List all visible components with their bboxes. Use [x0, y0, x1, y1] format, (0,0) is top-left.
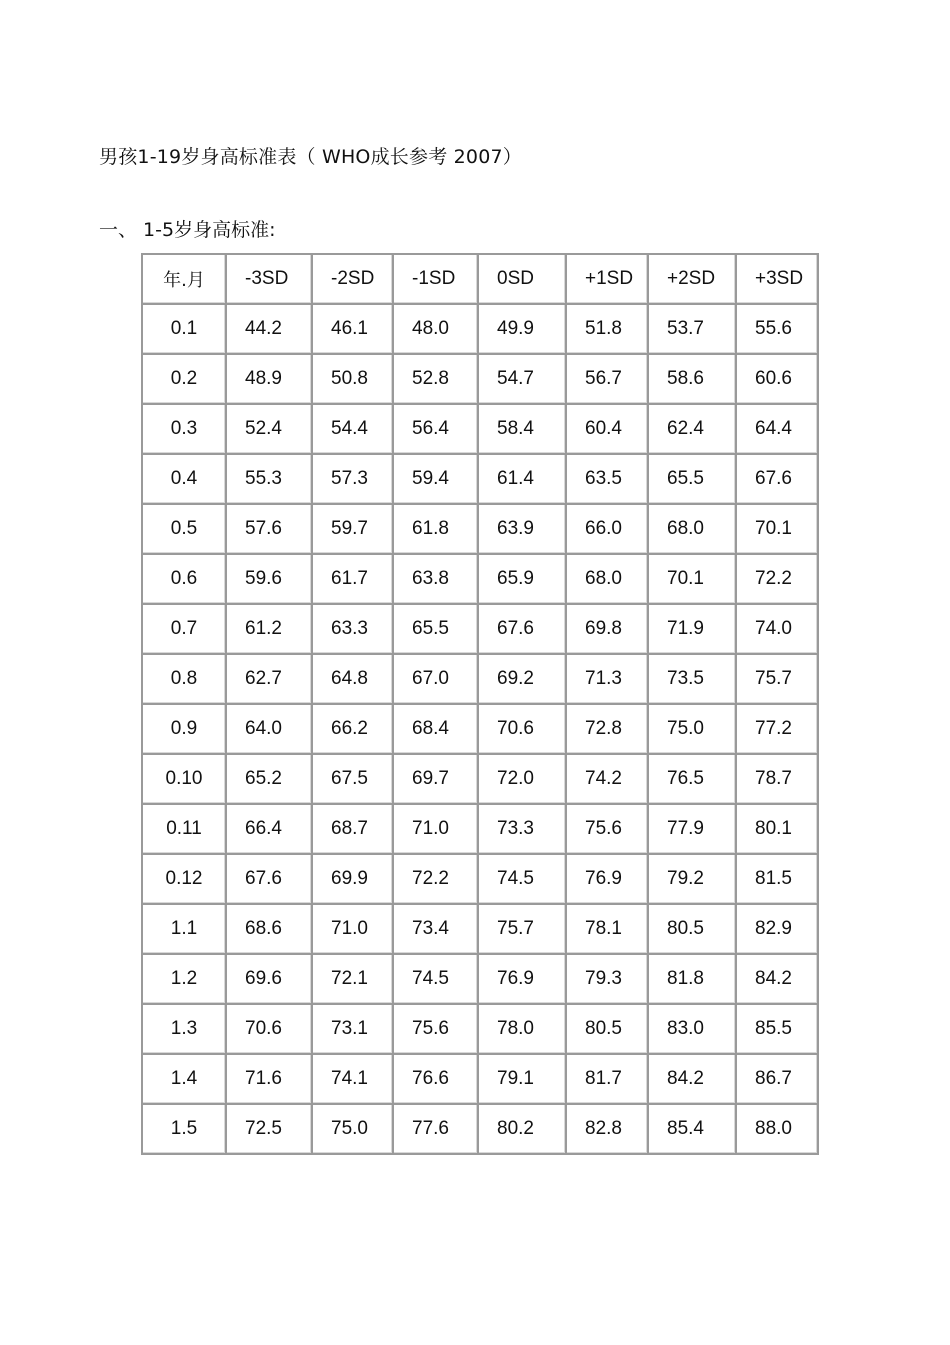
cell-minus2sd: 63.3: [312, 604, 393, 654]
cell-minus1sd: 61.8: [393, 504, 478, 554]
cell-plus3sd: 67.6: [736, 454, 818, 504]
cell-minus2sd: 61.7: [312, 554, 393, 604]
cell-zero-sd: 70.6: [478, 704, 566, 754]
cell-plus1sd: 51.8: [566, 304, 648, 354]
cell-minus1sd: 76.6: [393, 1054, 478, 1104]
table-row: [142, 854, 818, 904]
table-row: [142, 1104, 818, 1154]
cell-minus2sd: 54.4: [312, 404, 393, 454]
cell-minus1sd: 75.6: [393, 1004, 478, 1054]
table-row: [142, 404, 818, 454]
cell-zero-sd: 73.3: [478, 804, 566, 854]
cell-minus3sd: 67.6: [226, 854, 312, 904]
cell-minus2sd: 74.1: [312, 1054, 393, 1104]
cell-minus3sd: 68.6: [226, 904, 312, 954]
table-row: [142, 1054, 818, 1104]
height-standard-table: [141, 253, 819, 1155]
cell-plus3sd: 81.5: [736, 854, 818, 904]
cell-plus3sd: 70.1: [736, 504, 818, 554]
cell-plus1sd: 80.5: [566, 1004, 648, 1054]
cell-minus2sd: 75.0: [312, 1104, 393, 1154]
cell-zero-sd: 76.9: [478, 954, 566, 1004]
cell-plus2sd: 83.0: [648, 1004, 736, 1054]
table-row: [142, 554, 818, 604]
cell-minus2sd: 68.7: [312, 804, 393, 854]
cell-minus3sd: 44.2: [226, 304, 312, 354]
cell-plus1sd: 72.8: [566, 704, 648, 754]
cell-zero-sd: 75.7: [478, 904, 566, 954]
cell-plus3sd: 86.7: [736, 1054, 818, 1104]
cell-minus3sd: 55.3: [226, 454, 312, 504]
cell-zero-sd: 58.4: [478, 404, 566, 454]
cell-zero-sd: 78.0: [478, 1004, 566, 1054]
cell-age: 0.12: [142, 854, 226, 904]
cell-plus1sd: 66.0: [566, 504, 648, 554]
cell-age: 0.10: [142, 754, 226, 804]
cell-plus1sd: 71.3: [566, 654, 648, 704]
document-title: 男孩1-19岁身高标准表（ WHO成长参考 2007）: [99, 146, 522, 168]
cell-zero-sd: 61.4: [478, 454, 566, 504]
cell-age: 0.11: [142, 804, 226, 854]
cell-minus1sd: 77.6: [393, 1104, 478, 1154]
cell-minus2sd: 64.8: [312, 654, 393, 704]
header-cell-plus1sd: +1SD: [566, 254, 648, 304]
cell-zero-sd: 65.9: [478, 554, 566, 604]
cell-minus3sd: 62.7: [226, 654, 312, 704]
cell-minus2sd: 73.1: [312, 1004, 393, 1054]
table-row: [142, 304, 818, 354]
table-row: [142, 604, 818, 654]
cell-plus3sd: 75.7: [736, 654, 818, 704]
cell-minus1sd: 68.4: [393, 704, 478, 754]
cell-age: 0.7: [142, 604, 226, 654]
cell-minus2sd: 46.1: [312, 304, 393, 354]
table-body: [142, 254, 818, 1154]
cell-minus1sd: 59.4: [393, 454, 478, 504]
cell-minus1sd: 74.5: [393, 954, 478, 1004]
header-cell-minus2sd: -2SD: [312, 254, 393, 304]
cell-minus3sd: 71.6: [226, 1054, 312, 1104]
cell-plus3sd: 85.5: [736, 1004, 818, 1054]
table-row: [142, 804, 818, 854]
cell-minus1sd: 48.0: [393, 304, 478, 354]
cell-plus1sd: 79.3: [566, 954, 648, 1004]
cell-plus3sd: 84.2: [736, 954, 818, 1004]
cell-plus3sd: 64.4: [736, 404, 818, 454]
cell-minus3sd: 65.2: [226, 754, 312, 804]
cell-minus2sd: 69.9: [312, 854, 393, 904]
cell-zero-sd: 69.2: [478, 654, 566, 704]
cell-minus1sd: 67.0: [393, 654, 478, 704]
cell-minus1sd: 72.2: [393, 854, 478, 904]
cell-plus2sd: 73.5: [648, 654, 736, 704]
cell-plus2sd: 81.8: [648, 954, 736, 1004]
cell-plus2sd: 53.7: [648, 304, 736, 354]
cell-plus1sd: 76.9: [566, 854, 648, 904]
cell-plus2sd: 75.0: [648, 704, 736, 754]
cell-zero-sd: 67.6: [478, 604, 566, 654]
header-row: [142, 254, 818, 304]
cell-age: 0.1: [142, 304, 226, 354]
cell-plus3sd: 74.0: [736, 604, 818, 654]
header-cell-zero-sd: 0SD: [478, 254, 566, 304]
table-row: [142, 704, 818, 754]
cell-minus2sd: 50.8: [312, 354, 393, 404]
table-row: [142, 654, 818, 704]
cell-plus2sd: 71.9: [648, 604, 736, 654]
cell-plus2sd: 84.2: [648, 1054, 736, 1104]
header-cell-minus1sd: -1SD: [393, 254, 478, 304]
header-cell-minus3sd: -3SD: [226, 254, 312, 304]
cell-minus3sd: 57.6: [226, 504, 312, 554]
cell-minus3sd: 61.2: [226, 604, 312, 654]
cell-zero-sd: 49.9: [478, 304, 566, 354]
cell-age: 0.5: [142, 504, 226, 554]
cell-minus3sd: 64.0: [226, 704, 312, 754]
cell-zero-sd: 80.2: [478, 1104, 566, 1154]
cell-minus1sd: 63.8: [393, 554, 478, 604]
cell-plus1sd: 78.1: [566, 904, 648, 954]
cell-plus1sd: 69.8: [566, 604, 648, 654]
cell-plus2sd: 65.5: [648, 454, 736, 504]
cell-age: 1.2: [142, 954, 226, 1004]
header-cell-plus3sd: +3SD: [736, 254, 818, 304]
cell-minus1sd: 69.7: [393, 754, 478, 804]
cell-plus2sd: 70.1: [648, 554, 736, 604]
cell-minus3sd: 66.4: [226, 804, 312, 854]
cell-age: 1.3: [142, 1004, 226, 1054]
cell-age: 0.2: [142, 354, 226, 404]
table-row: [142, 954, 818, 1004]
cell-plus1sd: 56.7: [566, 354, 648, 404]
cell-zero-sd: 72.0: [478, 754, 566, 804]
cell-age: 1.1: [142, 904, 226, 954]
cell-minus2sd: 66.2: [312, 704, 393, 754]
table-row: [142, 904, 818, 954]
cell-minus1sd: 56.4: [393, 404, 478, 454]
cell-zero-sd: 79.1: [478, 1054, 566, 1104]
cell-plus2sd: 80.5: [648, 904, 736, 954]
cell-plus3sd: 72.2: [736, 554, 818, 604]
cell-minus2sd: 57.3: [312, 454, 393, 504]
cell-minus2sd: 72.1: [312, 954, 393, 1004]
cell-age: 0.8: [142, 654, 226, 704]
cell-plus3sd: 78.7: [736, 754, 818, 804]
cell-plus2sd: 68.0: [648, 504, 736, 554]
cell-plus2sd: 62.4: [648, 404, 736, 454]
cell-plus3sd: 82.9: [736, 904, 818, 954]
cell-plus2sd: 79.2: [648, 854, 736, 904]
cell-plus3sd: 60.6: [736, 354, 818, 404]
cell-minus2sd: 71.0: [312, 904, 393, 954]
header-cell-plus2sd: +2SD: [648, 254, 736, 304]
header-cell-age: 年.月: [142, 254, 226, 304]
table-row: [142, 354, 818, 404]
cell-zero-sd: 54.7: [478, 354, 566, 404]
table-row: [142, 454, 818, 504]
cell-plus1sd: 75.6: [566, 804, 648, 854]
cell-plus1sd: 68.0: [566, 554, 648, 604]
cell-age: 0.3: [142, 404, 226, 454]
cell-plus3sd: 88.0: [736, 1104, 818, 1154]
cell-minus3sd: 70.6: [226, 1004, 312, 1054]
cell-plus2sd: 77.9: [648, 804, 736, 854]
cell-plus2sd: 76.5: [648, 754, 736, 804]
cell-plus3sd: 80.1: [736, 804, 818, 854]
cell-minus1sd: 73.4: [393, 904, 478, 954]
cell-age: 0.6: [142, 554, 226, 604]
cell-plus2sd: 58.6: [648, 354, 736, 404]
cell-plus1sd: 74.2: [566, 754, 648, 804]
cell-zero-sd: 63.9: [478, 504, 566, 554]
cell-minus3sd: 48.9: [226, 354, 312, 404]
cell-plus1sd: 60.4: [566, 404, 648, 454]
cell-age: 0.4: [142, 454, 226, 504]
cell-minus1sd: 65.5: [393, 604, 478, 654]
cell-minus3sd: 72.5: [226, 1104, 312, 1154]
cell-minus2sd: 67.5: [312, 754, 393, 804]
cell-plus3sd: 77.2: [736, 704, 818, 754]
table-row: [142, 754, 818, 804]
cell-minus3sd: 52.4: [226, 404, 312, 454]
cell-minus1sd: 52.8: [393, 354, 478, 404]
table-row: [142, 504, 818, 554]
cell-plus2sd: 85.4: [648, 1104, 736, 1154]
cell-plus1sd: 63.5: [566, 454, 648, 504]
cell-minus3sd: 69.6: [226, 954, 312, 1004]
cell-plus3sd: 55.6: [736, 304, 818, 354]
cell-plus1sd: 82.8: [566, 1104, 648, 1154]
cell-minus2sd: 59.7: [312, 504, 393, 554]
cell-minus3sd: 59.6: [226, 554, 312, 604]
cell-age: 1.4: [142, 1054, 226, 1104]
cell-age: 0.9: [142, 704, 226, 754]
cell-plus1sd: 81.7: [566, 1054, 648, 1104]
cell-zero-sd: 74.5: [478, 854, 566, 904]
cell-minus1sd: 71.0: [393, 804, 478, 854]
cell-age: 1.5: [142, 1104, 226, 1154]
section-heading: 一、 1-5岁身高标准:: [99, 219, 276, 241]
table-row: [142, 1004, 818, 1054]
